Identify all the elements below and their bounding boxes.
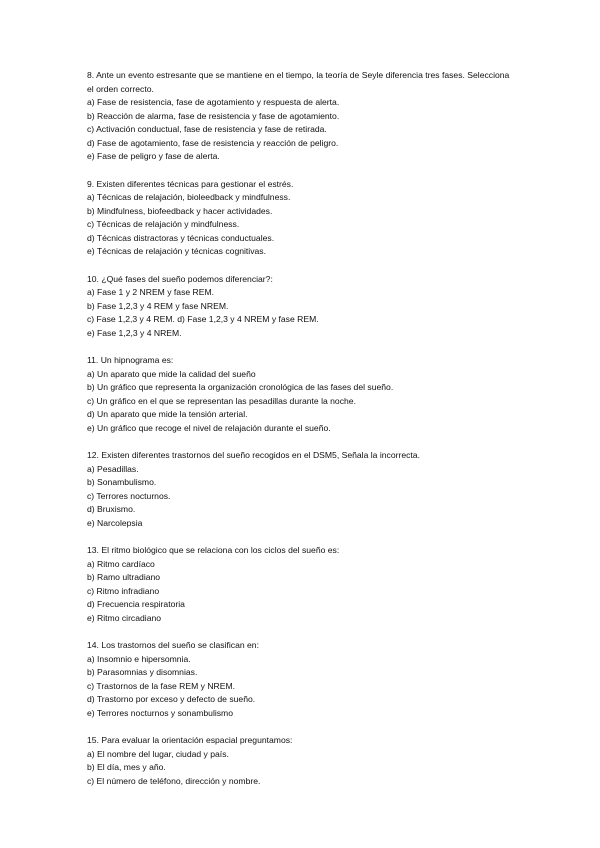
question-title: 15. Para evaluar la orientación espacial preguntamos: — [87, 735, 293, 745]
question-15 — [87, 734, 567, 788]
answer-option: e) Fase de peligro y fase de alerta. — [87, 151, 220, 161]
answer-option: c) Un gráfico en el que se representan las pesadillas durante la noche. — [87, 395, 356, 406]
answer-option: a) Técnicas de relajación, bioleedback y mindfulness. — [87, 192, 291, 202]
answer-option: c) El número de teléfono, dirección y nombre. — [87, 775, 261, 786]
answer-option: b) Un gráfico que representa la organización cronológica de las fases del sueño. — [87, 382, 394, 392]
answer-option: a) Insomnio e hipersomnia. — [87, 653, 191, 664]
answer-option: b) Mindfulness, biofeedback y hacer actividades. — [87, 205, 273, 216]
answer-option: c) Fase 1,2,3 y 4 REM. d) Fase 1,2,3 y 4 NREM y fase REM. — [87, 314, 319, 324]
answer-options — [87, 558, 567, 626]
answer-option: a) Un aparato que mide la calidad del sueño — [87, 368, 256, 379]
answer-option: d) Fase de agotamiento, fase de resistencia y reacción de peligro. — [87, 137, 339, 148]
answer-option: b) Sonambulismo. — [87, 477, 157, 487]
answer-options — [87, 653, 567, 721]
question-title: 13. El ritmo biológico que se relaciona con los ciclos del sueño es: — [87, 545, 340, 555]
question-list — [87, 69, 567, 802]
answer-option: c) Terrores nocturnos. — [87, 490, 171, 501]
answer-option: a) Pesadillas. — [87, 463, 139, 474]
answer-option: a) Ritmo cardíaco — [87, 558, 155, 569]
answer-option: c) Activación conductual, fase de resistencia y fase de retirada. — [87, 124, 327, 134]
answer-option: d) Técnicas distractoras y técnicas conductuales. — [87, 232, 275, 243]
question-13 — [87, 544, 567, 625]
answer-options — [87, 191, 567, 259]
question-title: 11. Un hipnograma es: — [87, 355, 174, 365]
answer-option: b) Reacción de alarma, fase de resistencia y fase de agotamiento. — [87, 110, 340, 121]
answer-option: d) Bruxismo. — [87, 504, 136, 514]
answer-option: e) Ritmo circadiano — [87, 612, 162, 623]
question-title: 12. Existen diferentes trastornos del sueño recogidos en el DSM5, Señala la incorrecta. — [87, 450, 420, 460]
answer-option: c) Trastornos de la fase REM y NREM. — [87, 680, 236, 691]
answer-option: d) Un aparato que mide la tensión arterial. — [87, 409, 248, 419]
answer-options — [87, 368, 567, 436]
question-9 — [87, 178, 567, 259]
answer-option: d) Trastorno por exceso y defecto de sueño. — [87, 694, 256, 704]
question-title: 14. Los trastornos del sueño se clasifican en: — [87, 640, 259, 650]
question-title: 9. Existen diferentes técnicas para gestionar el estrés. — [87, 178, 294, 189]
answer-options — [87, 748, 567, 789]
answer-options — [87, 96, 567, 164]
question-title: 10. ¿Qué fases del sueño podemos diferenciar?: — [87, 273, 273, 284]
answer-option: b) Parasomnias y disomnias. — [87, 667, 198, 677]
answer-option: c) Ritmo infradiano — [87, 585, 160, 596]
question-12 — [87, 449, 567, 530]
answer-option: e) Narcolepsia — [87, 517, 143, 528]
answer-option: e) Técnicas de relajación y técnicas cognitivas. — [87, 246, 266, 256]
answer-option: b) El día, mes y año. — [87, 762, 166, 772]
answer-option: a) El nombre del lugar, ciudad y país. — [87, 748, 229, 759]
answer-options — [87, 463, 567, 531]
answer-option: c) Técnicas de relajación y mindfulness. — [87, 219, 240, 229]
question-title: 8. Ante un evento estresante que se mantiene en el tiempo, la teoría de Seyle diferencia tres fases. Selecciona el orden correcto. — [87, 70, 510, 94]
answer-option: d) Frecuencia respiratoria — [87, 599, 185, 609]
answer-option: a) Fase 1 y 2 NREM y fase REM. — [87, 287, 215, 297]
answer-option: e) Terrores nocturnos y sonambulismo — [87, 707, 233, 718]
answer-option: b) Fase 1,2,3 y 4 REM y fase NREM. — [87, 300, 229, 311]
question-8 — [87, 69, 567, 164]
answer-option: e) Un gráfico que recoge el nivel de relajación durante el sueño. — [87, 422, 331, 433]
question-10 — [87, 273, 567, 341]
answer-options — [87, 286, 567, 340]
question-14 — [87, 639, 567, 720]
answer-option: b) Ramo ultradiano — [87, 572, 161, 582]
answer-option: a) Fase de resistencia, fase de agotamiento y respuesta de alerta. — [87, 97, 340, 107]
question-11 — [87, 354, 567, 435]
answer-option: e) Fase 1,2,3 y 4 NREM. — [87, 327, 182, 338]
